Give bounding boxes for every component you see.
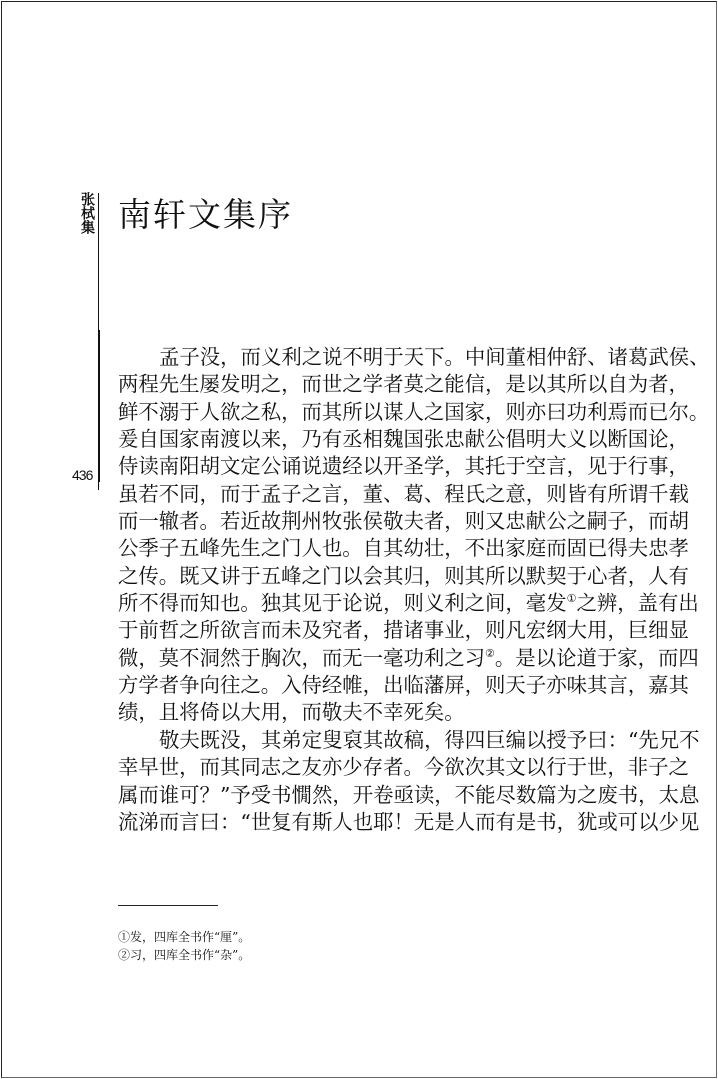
text-line: 所不得而知也。独其见于论说，则义利之间，毫发①之辨，盖有出 xyxy=(118,591,699,616)
text-line: 方学者争向往之。入侍经帷，出临藩屏，则天子亦味其言，嘉其 xyxy=(118,673,689,698)
text-line: 鲜不溺于人欲之私，而其所以谋人之国家，则亦曰功利焉而已尔。 xyxy=(118,399,710,424)
text-line: 之传。既又讲于五峰之门以会其归，则其所以默契于心者，人有 xyxy=(118,563,689,588)
footnote-2: ②习，四库全书作“杂”。 xyxy=(118,948,251,962)
footnotes xyxy=(118,928,250,964)
text-line: 属而谁可？”予受书憪然，开卷亟读，不能尽数篇为之废书，太息 xyxy=(118,782,700,807)
footnote-divider xyxy=(118,905,218,906)
margin-rule-thick xyxy=(98,330,100,482)
footnote-1: ①发，四库全书作“厘”。 xyxy=(118,930,251,944)
text-line: 敬夫既没，其弟定叟裒其故稿，得四巨编以授予曰：“先兄不 xyxy=(159,727,700,752)
running-head-book-title: 张栻集 xyxy=(79,192,95,234)
text-line: 绩，且将倚以大用，而敬夫不幸死矣。 xyxy=(118,700,465,725)
text-line: 爰自国家南渡以来，乃有丞相魏国张忠献公倡明大义以断国论， xyxy=(118,427,689,452)
footnote-marker[interactable]: ① xyxy=(566,592,577,606)
chapter-title: 南轩文集序 xyxy=(118,195,293,234)
text-line: 公季子五峰先生之门人也。自其幼壮，不出家庭而固已得夫忠孝 xyxy=(118,536,689,561)
text-line: 两程先生屡发明之，而世之学者莫之能信，是以其所以自为者， xyxy=(118,372,689,397)
text-line: 虽若不同，而于孟子之言，董、葛、程氏之意，则皆有所谓千载 xyxy=(118,481,689,506)
page-number: 436 xyxy=(72,467,93,483)
text-line: 流涕而言曰：“世复有斯人也耶！无是人而有是书，犹或可以少见 xyxy=(118,809,700,834)
text-line: 孟子没，而义利之说不明于天下。中间董相仲舒、诸葛武侯、 xyxy=(159,345,710,369)
text-line: 微，莫不洞然于胸次，而无一毫功利之习②。是以论道于家，而四 xyxy=(118,645,699,670)
body-text xyxy=(118,344,710,836)
footnote-marker[interactable]: ② xyxy=(485,646,495,660)
text-line: 幸早世，而其同志之友亦少存者。今欲次其文以行于世，非子之 xyxy=(118,755,689,780)
text-line: 侍读南阳胡文定公诵说遗经以开圣学，其托于空言，见于行事， xyxy=(118,454,689,479)
text-line: 而一辙者。若近故荆州牧张侯敬夫者，则又忠献公之嗣子，而胡 xyxy=(118,509,689,534)
text-line: 于前哲之所欲言而未及究者，措诸事业，则凡宏纲大用，巨细显 xyxy=(118,618,689,643)
